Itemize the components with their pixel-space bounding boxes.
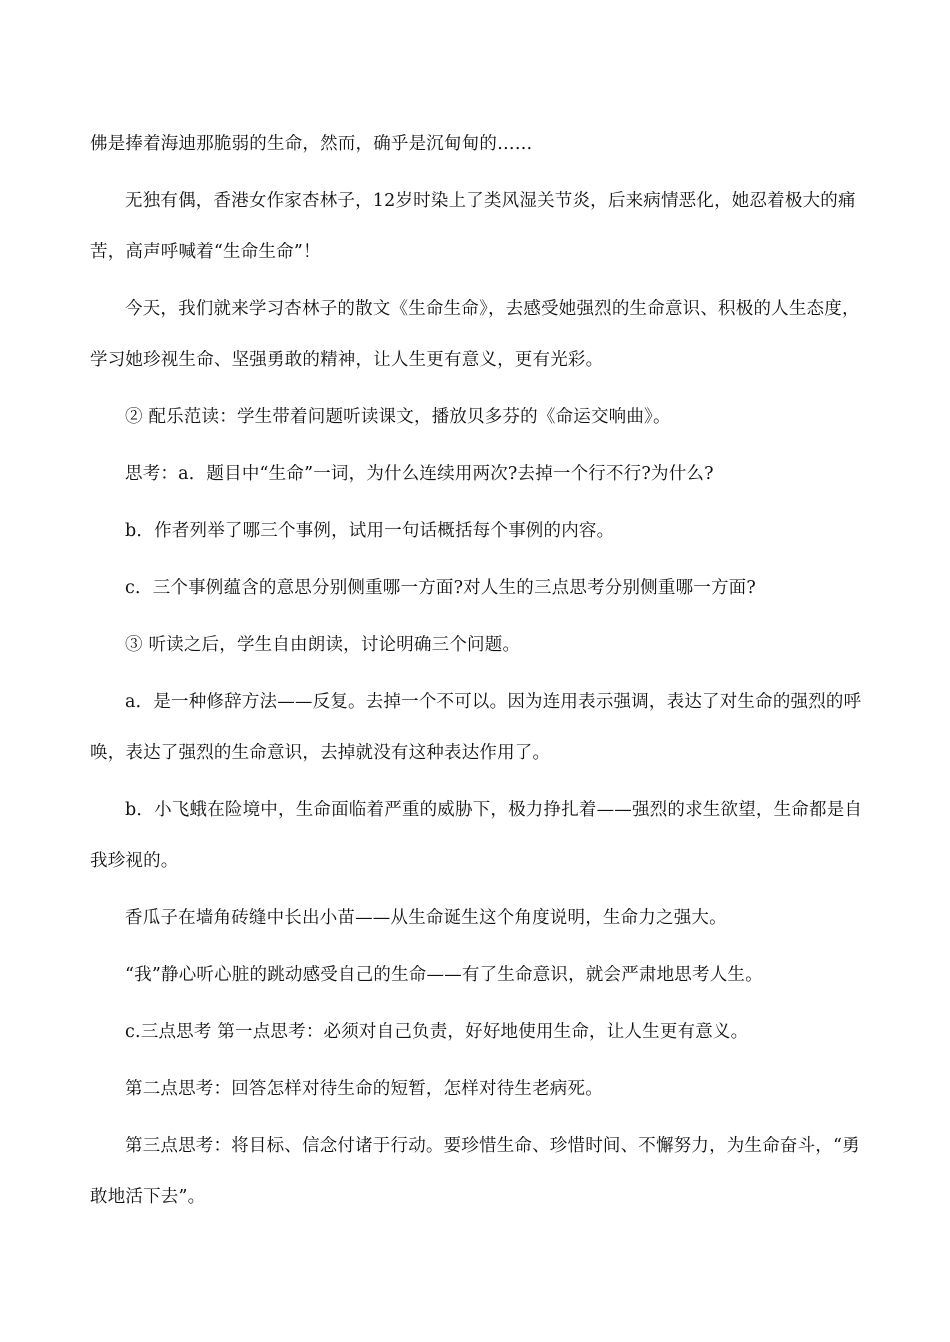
paragraph: 思考：a．题目中“生命”一词，为什么连续用两次?去掉一个行不行?为什么?: [125, 464, 714, 484]
paragraph: 无独有偶，香港女作家杏林子，12岁时染上了类风湿关节炎，后来病情恶化，她忍着极大的痛苦，高声呼喊着“生命生命”！: [90, 191, 856, 262]
paragraph: 佛是捧着海迪那脆弱的生命，然而，确乎是沉甸甸的……: [90, 134, 533, 154]
paragraph: 第三点思考：将目标、信念付诸于行动。要珍惜生命、珍惜时间、不懈努力，为生命奋斗，“勇敢地活下去”。: [90, 1136, 860, 1207]
document-body: [90, 119, 865, 1223]
paragraph: ② 配乐范读：学生带着问题听读课文，播放贝多芬的《命运交响曲》。: [125, 407, 671, 427]
paragraph: ③ 听读之后，学生自由朗读，讨论明确三个问题。: [125, 635, 521, 655]
paragraph: a．是一种修辞方法——反复。去掉一个不可以。因为连用表示强调，表达了对生命的强烈的呼唤，表达了强烈的生命意识，去掉就没有这种表达作用了。: [90, 692, 862, 763]
paragraph: 香瓜子在墙角砖缝中长出小苗——从生命诞生这个角度说明，生命力之强大。: [125, 908, 727, 928]
paragraph: 今天，我们就来学习杏林子的散文《生命生命》，去感受她强烈的生命意识、积极的人生态度，学习她珍视生命、坚强勇敢的精神，让人生更有意义，更有光彩。: [90, 299, 860, 370]
paragraph: 第二点思考：回答怎样对待生命的短暂，怎样对待生老病死。: [125, 1079, 603, 1099]
paragraph: c．三个事例蕴含的意思分别侧重哪一方面?对人生的三点思考分别侧重哪一方面?: [125, 578, 756, 598]
paragraph: “我”静心听心脏的跳动感受自己的生命——有了生命意识，就会严肃地思考人生。: [125, 965, 763, 985]
paragraph: b．小飞蛾在险境中，生命面临着严重的威胁下，极力挣扎着——强烈的求生欲望，生命都是自我珍视的。: [90, 800, 863, 871]
paragraph: b．作者列举了哪三个事例，试用一句话概括每个事例的内容。: [125, 521, 615, 541]
paragraph: c.三点思考 第一点思考：必须对自己负责，好好地使用生命，让人生更有意义。: [125, 1022, 749, 1042]
